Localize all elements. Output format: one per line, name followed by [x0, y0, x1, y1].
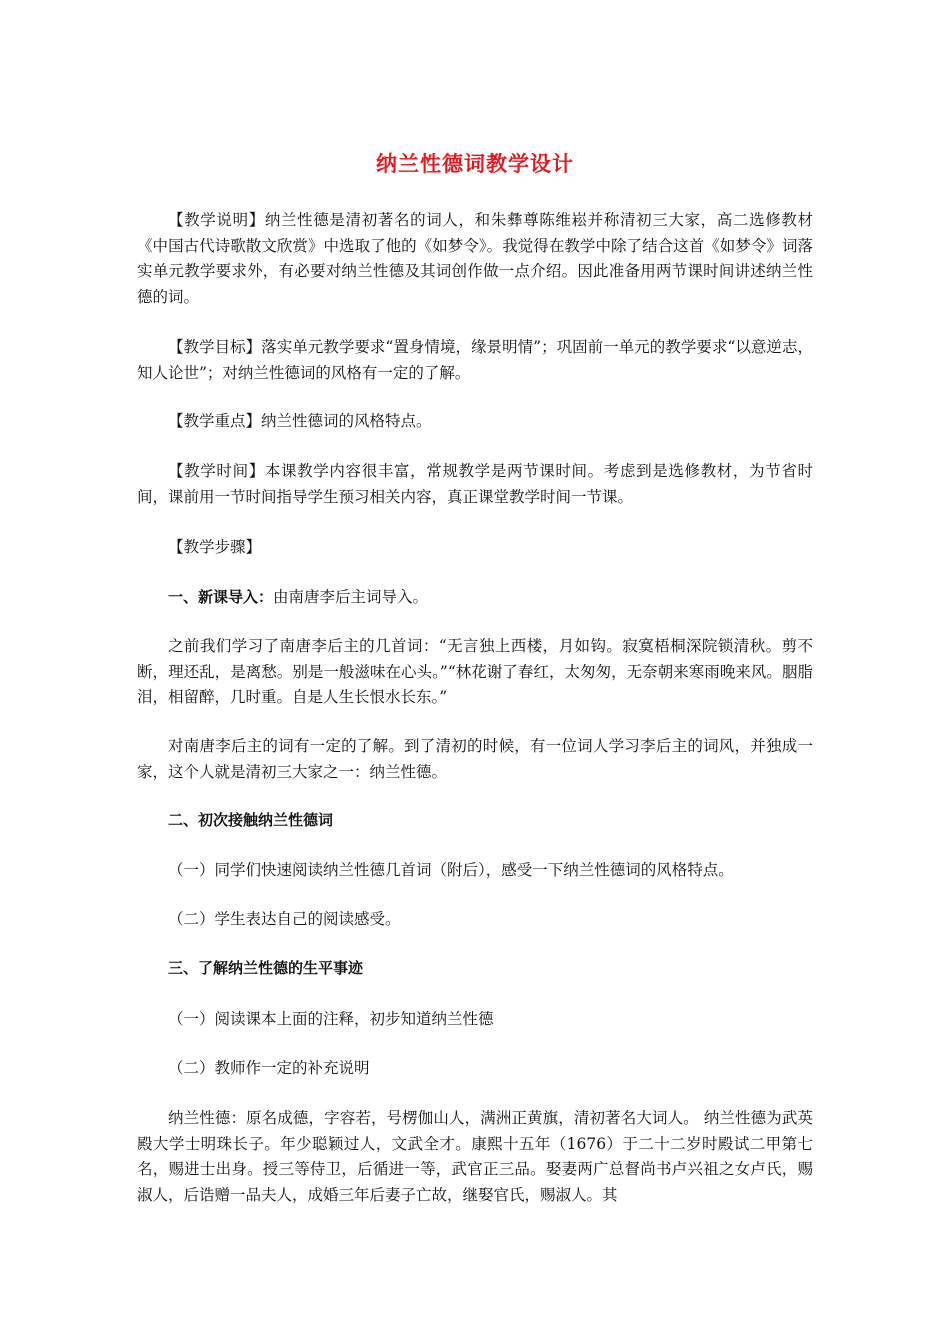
section-heading-text: 由南唐李后主词导入。: [273, 588, 429, 606]
paragraph-teaching-focus: 【教学重点】纳兰性德词的风格特点。: [168, 412, 432, 430]
paragraph-biography: 纳兰性德：原名成德，字容若，号楞伽山人，满洲正黄旗，清初著名大词人。 纳兰性德为武英殿大学士明珠长子。年少聪颖过人，文武全才。康熙十五年（1676）于二十二岁时殿试二甲第七名，赐进士出身。授三等侍卫，后循进一等，武官正三品。娶妻两广总督尚书卢兴祖之女卢氏，赐淑人，后诰赠一品夫人，成婚三年后妻子亡故，继娶官氏，赐淑人。其: [137, 1109, 813, 1204]
document-title: 纳兰性德词教学设计: [376, 152, 574, 176]
section-heading-first-contact: 二、初次接触纳兰性德词: [168, 811, 334, 829]
paragraph-teaching-steps: 【教学步骤】: [168, 538, 262, 556]
section-heading-label: 一、新课导入：: [168, 588, 274, 606]
paragraph-step-teacher-notes: （二）教师作一定的补充说明: [168, 1059, 370, 1077]
paragraph-step-read: （一）同学们快速阅读纳兰性德几首词（附后），感受一下纳兰性德词的风格特点。: [168, 861, 734, 879]
paragraph-li-houzhu-poems: 之前我们学习了南唐李后主的几首词：“无言独上西楼，月如钩。寂寞梧桐深院锁清秋。剪不断，理还乱，是离愁。别是一般滋味在心头。”“林花谢了春红，太匆匆，无奈朝来寒雨晚来风。胭脂泪，相留醉，几时重。自是人生长恨水长东。”: [137, 637, 813, 706]
section-heading-introduction: [137, 585, 813, 611]
paragraph-teaching-goals: 【教学目标】落实单元教学要求“置身情境，缘景明情”；巩固前一单元的教学要求“以意逆志，知人论世”；对纳兰性德词的风格有一定的了解。: [137, 338, 813, 382]
paragraph-transition: 对南唐李后主的词有一定的了解。到了清初的时候，有一位词人学习李后主的词风，并独成一家，这个人就是清初三大家之一：纳兰性德。: [137, 737, 813, 781]
paragraph-step-annotations: （一）阅读课本上面的注释，初步知道纳兰性德: [168, 1010, 494, 1028]
section-heading-biography: 三、了解纳兰性德的生平事迹: [168, 959, 364, 977]
paragraph-teaching-notes: 【教学说明】纳兰性德是清初著名的词人，和朱彝尊陈维崧并称清初三大家，高二选修教材《中国古代诗歌散文欣赏》中选取了他的《如梦令》。我觉得在教学中除了结合这首《如梦令》词落实单元教学要求外，有必要对纳兰性德及其词创作做一点介绍。因此准备用两节课时间讲述纳兰性德的词。: [137, 211, 813, 306]
paragraph-step-express: （二）学生表达自己的阅读感受。: [168, 910, 401, 928]
paragraph-teaching-time: 【教学时间】本课教学内容很丰富，常规教学是两节课时间。考虑到是选修教材，为节省时间，课前用一节时间指导学生预习相关内容，真正课堂教学时间一节课。: [137, 462, 813, 506]
